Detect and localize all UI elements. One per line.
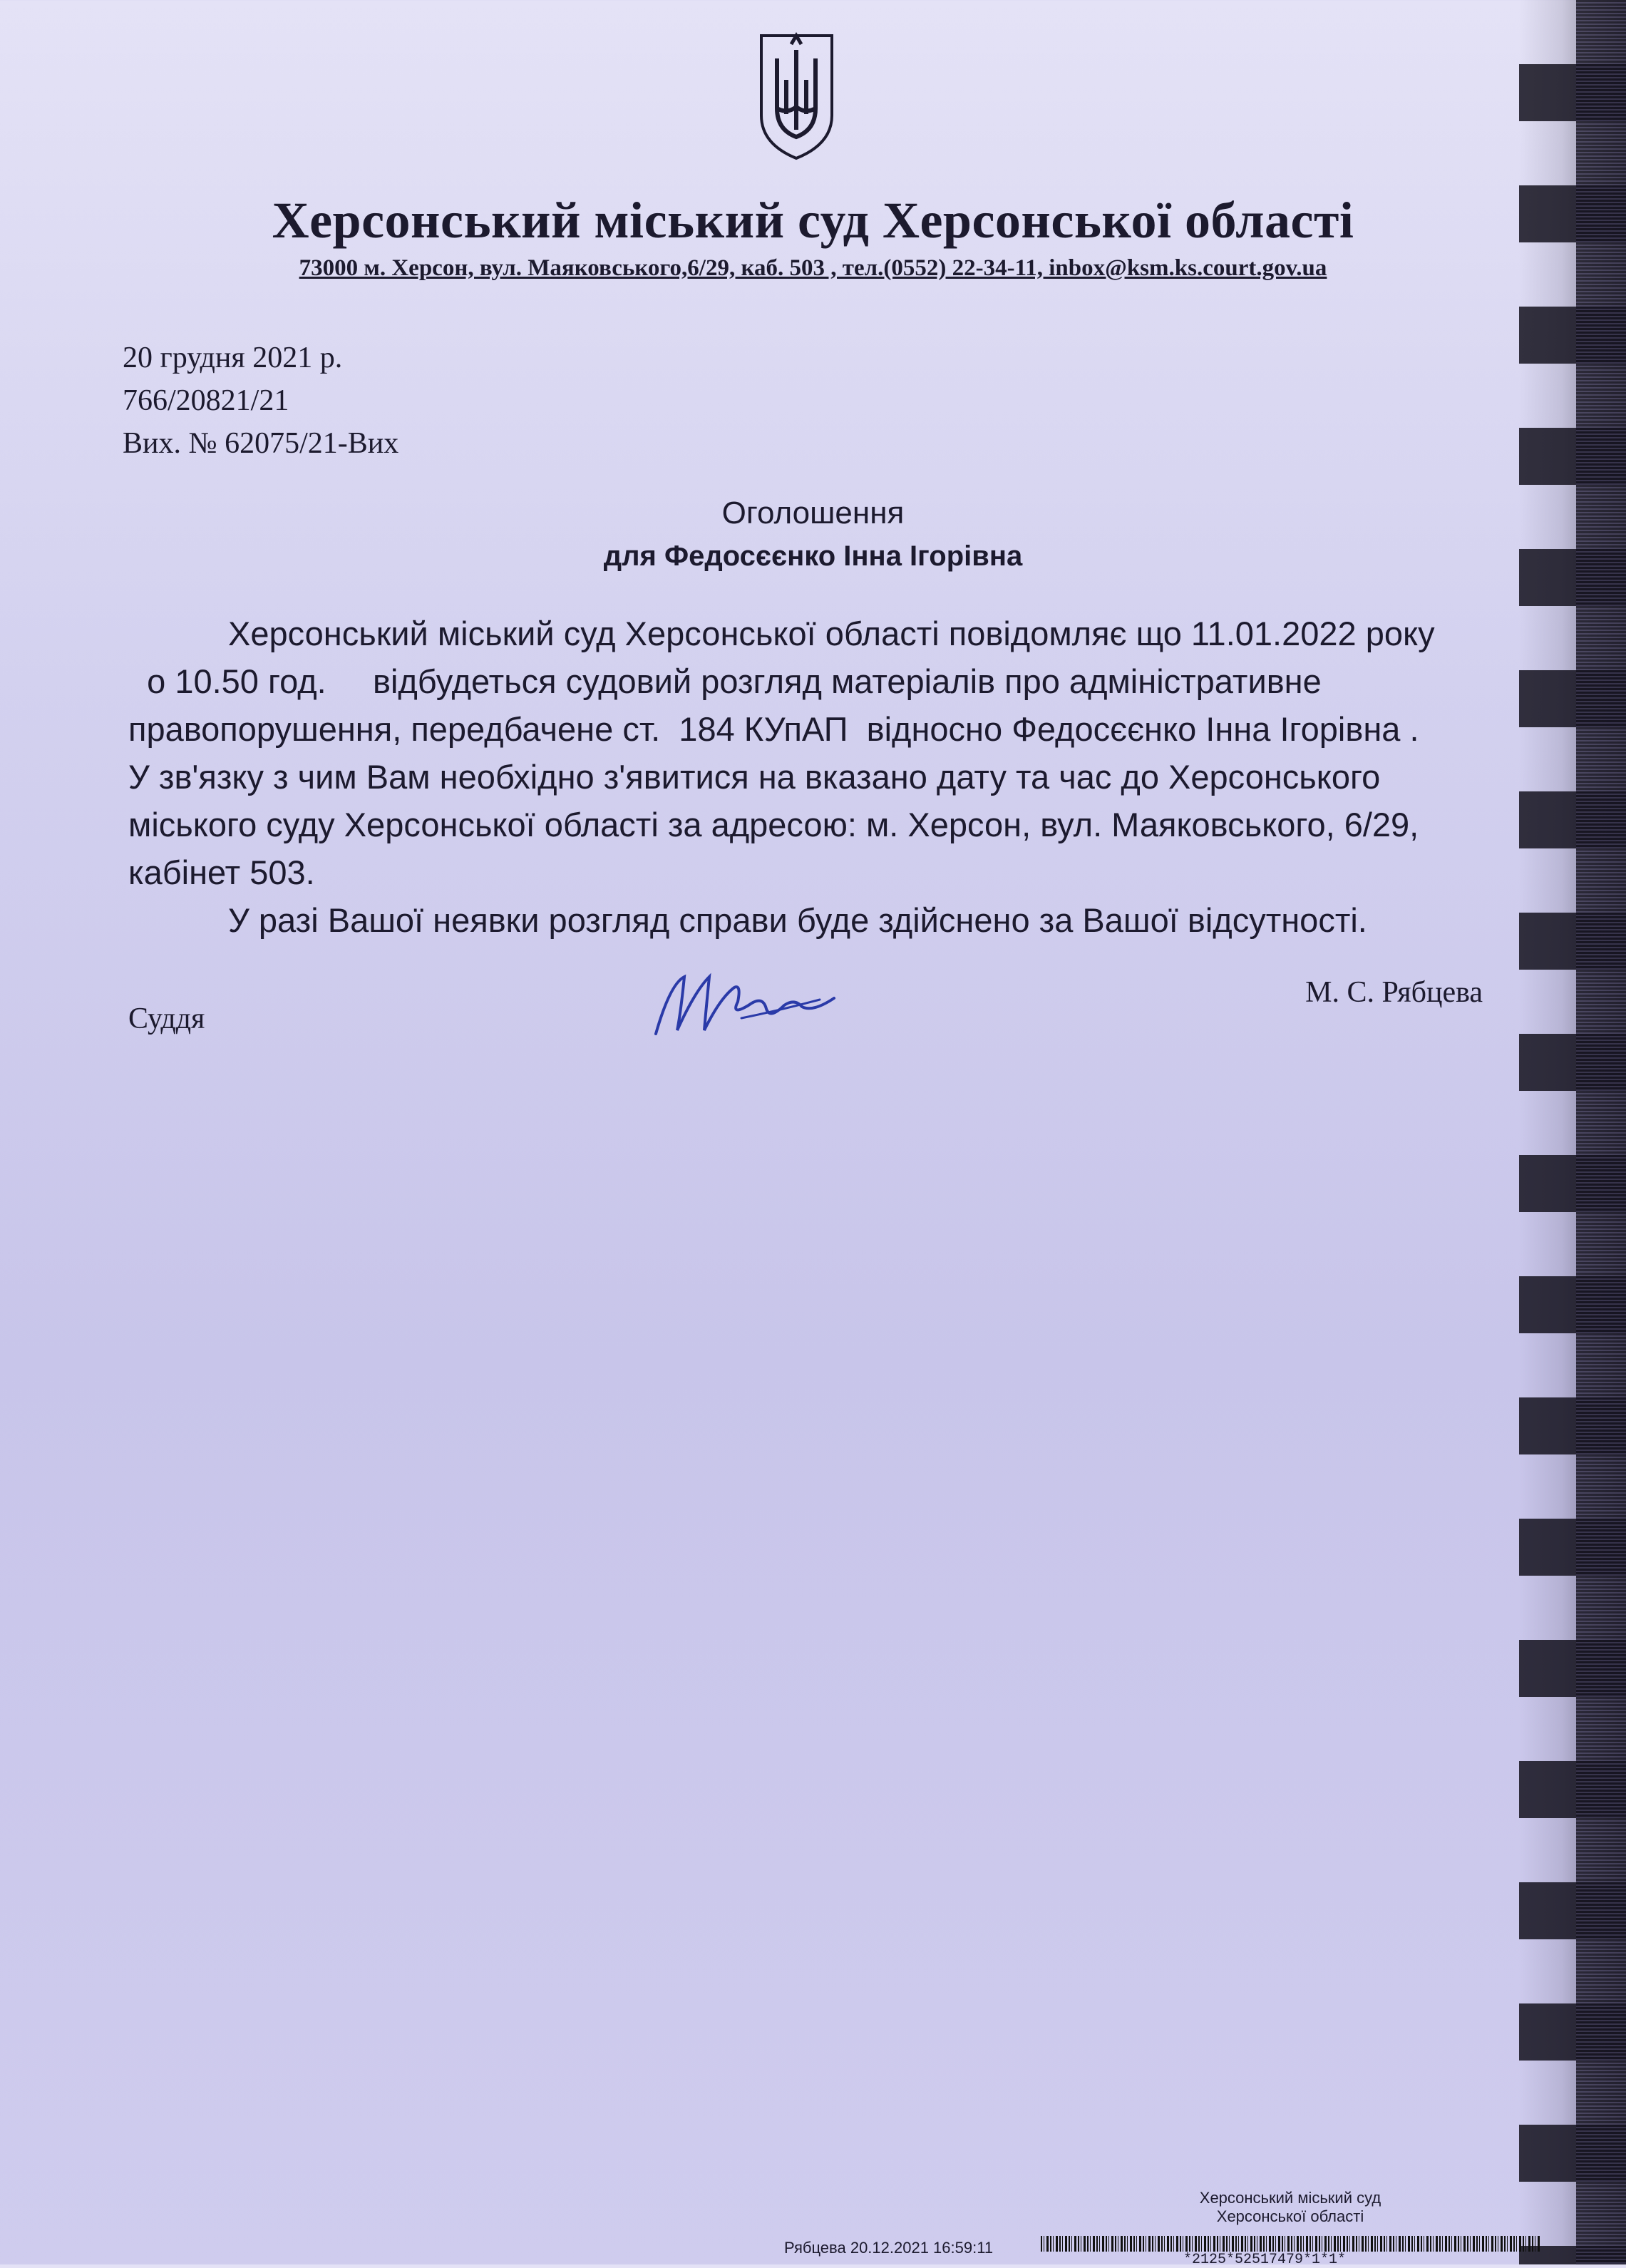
judge-name: М. С. Рябцева <box>1305 976 1483 1009</box>
signature-block <box>128 955 1483 1062</box>
body-line: кабінет 503. <box>128 853 315 891</box>
stamp-court-line: Херсонської області <box>1216 2207 1364 2225</box>
court-address: 73000 м. Херсон, вул. Маяковського,6/29, каб. 503 , тел.(0552) 22-34-11, inbox@ksm.ks.court.gov.ua <box>299 255 1327 281</box>
stamp-court-name <box>1169 2189 1411 2226</box>
notice-body <box>128 610 1497 944</box>
case-number: 766/20821/21 <box>123 384 289 417</box>
notice-title: Оголошення <box>721 496 905 530</box>
document-meta <box>123 337 398 465</box>
electronic-stamp <box>784 2189 1554 2268</box>
barcode-text: *2125*52517479*1*1* <box>1183 2252 1347 2268</box>
body-line: правопорушення, передбачене ст. 184 КУпАП відносно Федосєєнко Інна Ігорівна . <box>128 710 1419 748</box>
body-line: У зв'язку з чим Вам необхідно з'явитися на вказано дату та час до Херсонського <box>128 758 1381 796</box>
barcode <box>1041 2236 1540 2252</box>
outgoing-number: Вих. № 62075/21-Вих <box>123 427 399 460</box>
document-date: 20 грудня 2021 р. <box>123 342 343 374</box>
handwritten-signature <box>642 955 841 1048</box>
stamp-court-line: Херсонський міський суд <box>1199 2189 1381 2207</box>
court-name: Херсонський міський суд Херсонської області <box>272 192 1354 249</box>
body-line: У разі Вашої неявки розгляд справи буде здійснено за Вашої відсутності. <box>228 901 1367 939</box>
signer-timestamp: Рябцева 20.12.2021 16:59:11 <box>784 2239 994 2257</box>
judge-role-label: Суддя <box>128 1002 205 1035</box>
scanner-edge-artifact <box>1519 0 1626 2264</box>
body-line: о 10.50 год. відбудеться судовий розгляд матеріалів про адміністративне <box>128 662 1322 700</box>
notice-recipient: для Федосєєнко Інна Ігорівна <box>603 540 1023 572</box>
notice-heading <box>0 492 1626 578</box>
body-line: Херсонський міський суд Херсонської області повідомляє що 11.01.2022 року <box>228 615 1435 652</box>
body-line: міського суду Херсонської області за адресою: м. Херсон, вул. Маяковського, 6/29, <box>128 806 1419 843</box>
trident-coat-of-arms-icon <box>756 30 838 162</box>
